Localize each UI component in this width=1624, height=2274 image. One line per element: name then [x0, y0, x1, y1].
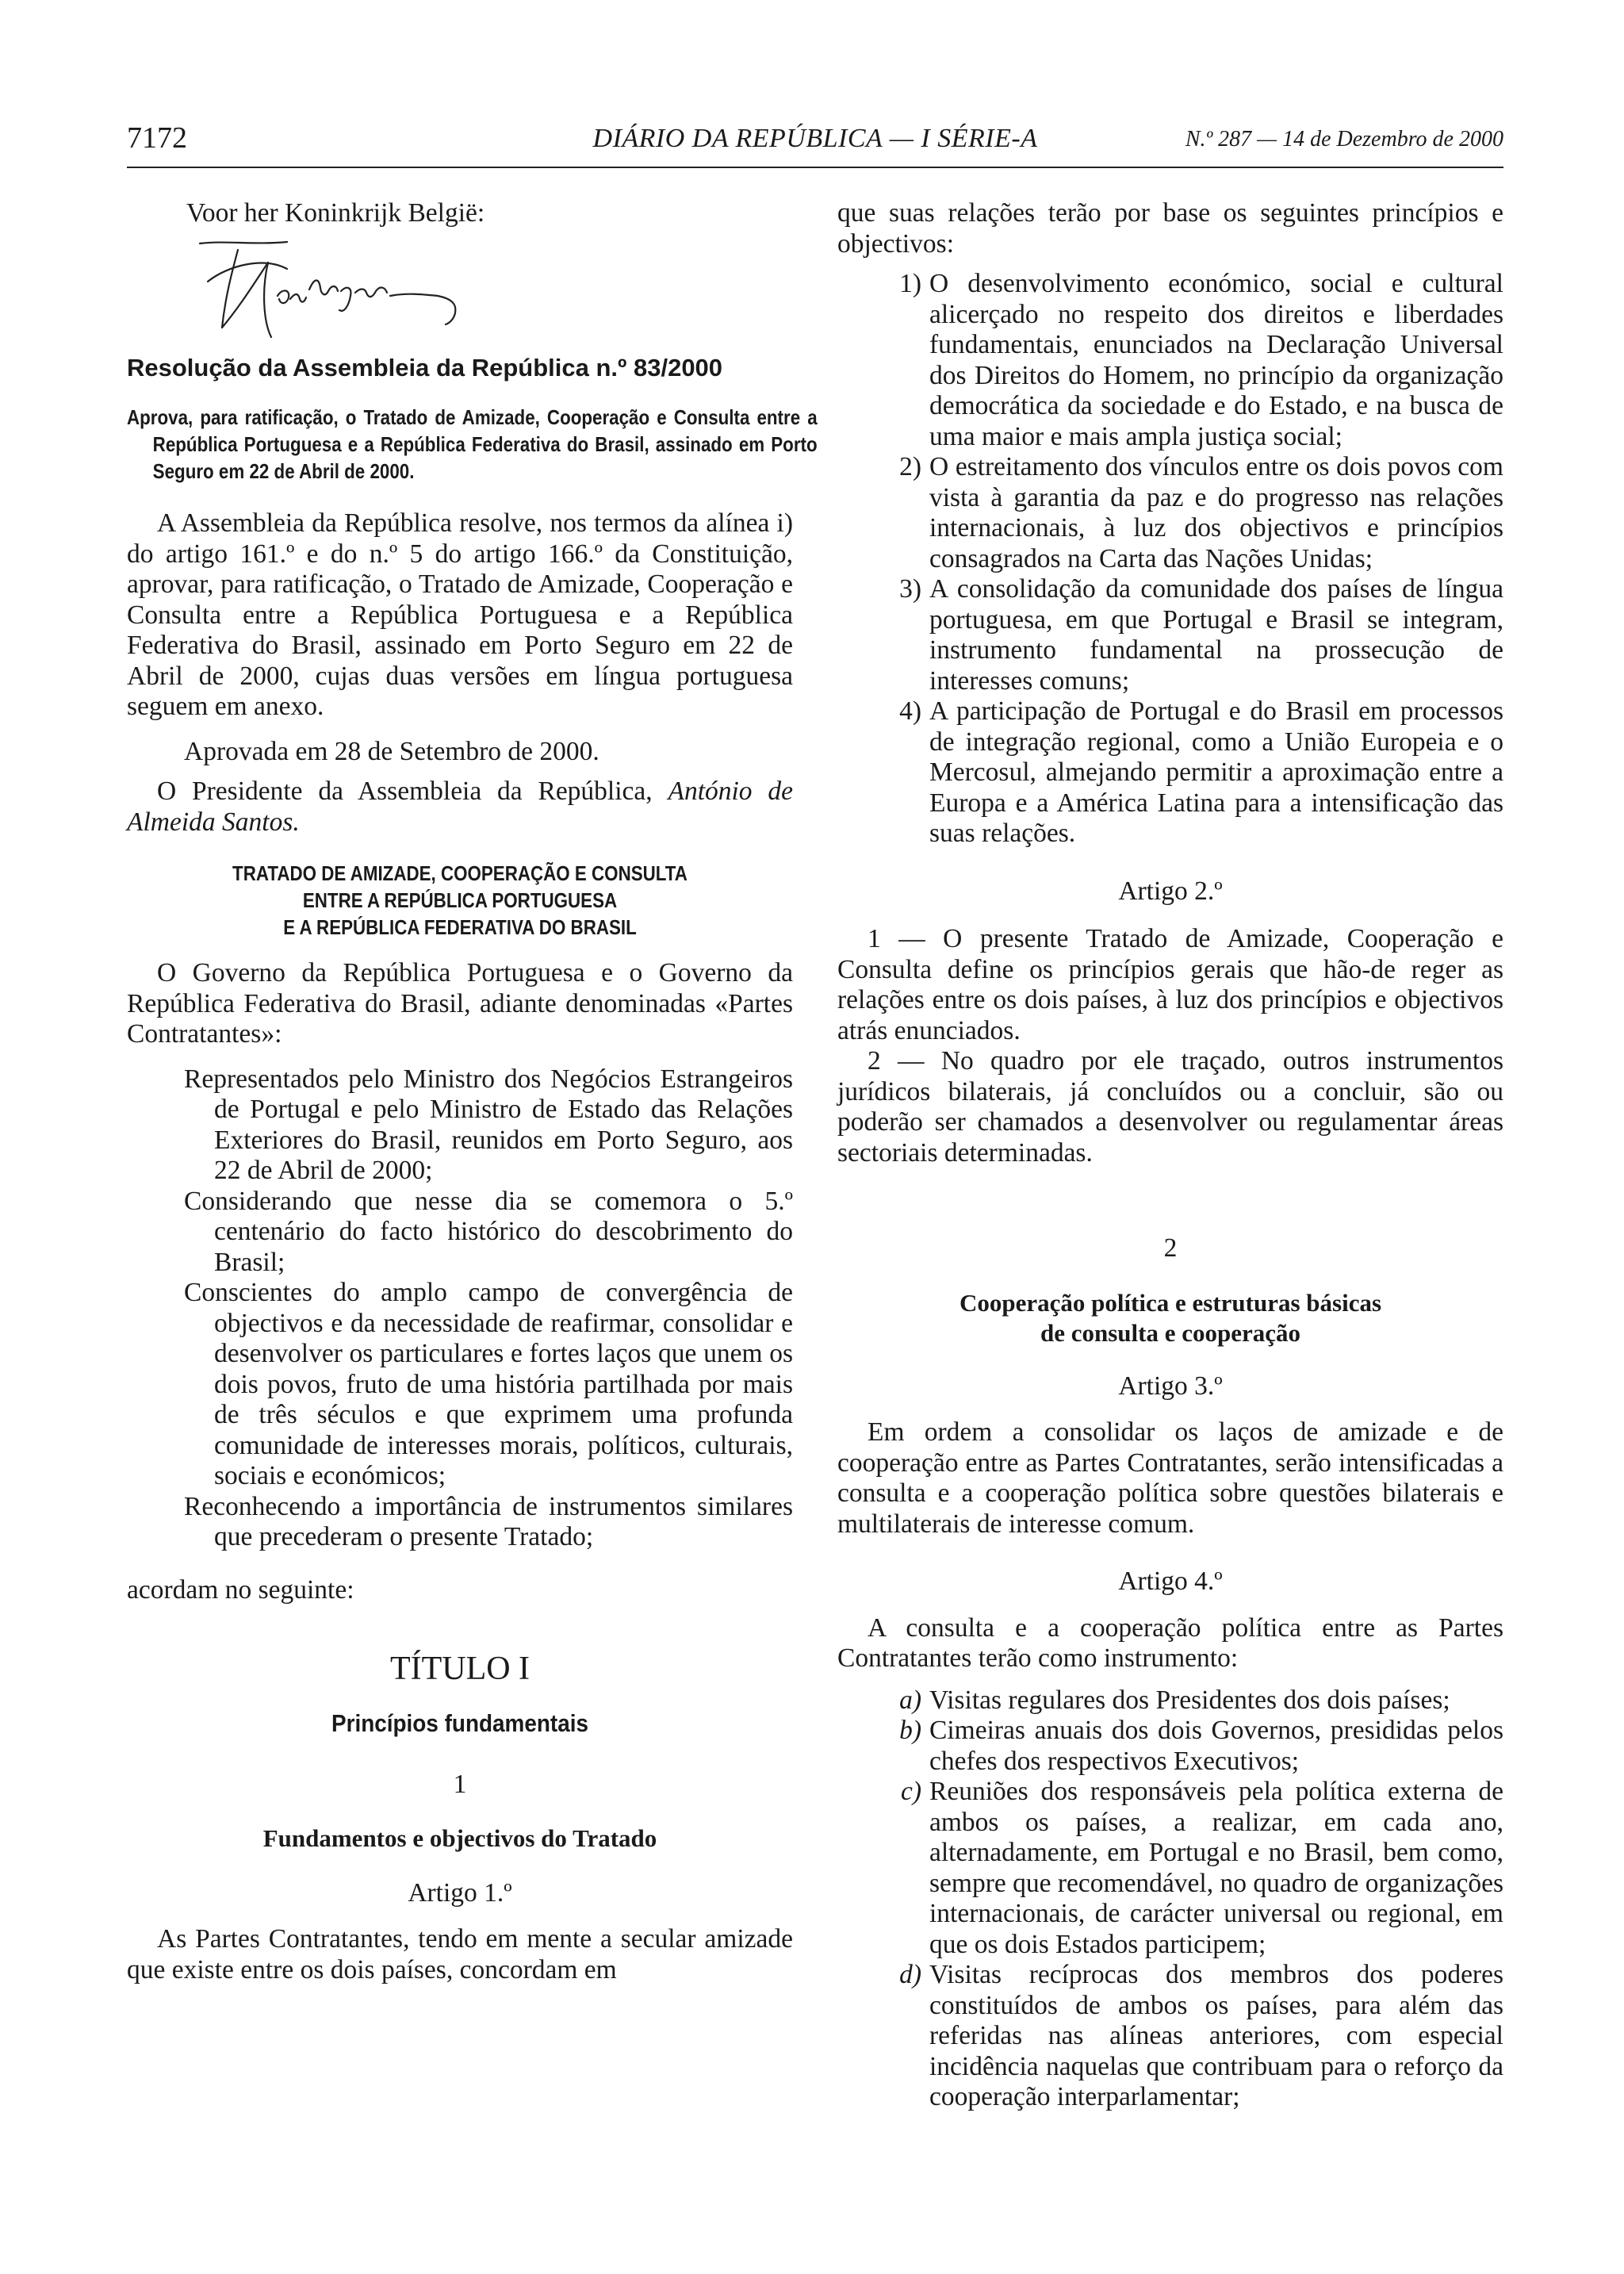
article-4-items: [837, 1685, 1503, 2113]
resolution-summary: Aprova, para ratificação, o Tratado de Amizade, Cooperação e Consulta entre a República Portuguesa e a República Federativa do Brasil, assinado em Porto Seguro em 22 de Abril de 2000.: [127, 405, 818, 483]
title-heading: TÍTULO I: [389, 1651, 530, 1687]
article-4-heading: Artigo 4.º: [1118, 1566, 1223, 1596]
president-prefix: O Presidente da Assembleia da República,: [157, 777, 668, 806]
consideration-item: Considerando que nesse dia se comemora o 5.º centenário do facto histórico do descobrimento do Brasil;: [184, 1186, 793, 1277]
consideration-item: Reconhecendo a importância de instrumentos similares que precederam o presente Tratado;: [184, 1491, 793, 1551]
resolution-body: A Assembleia da República resolve, nos termos da alínea i) do artigo 161.º e do n.º 5 do artigo 166.º da Constituição, aprovar, para ratificação, o Tratado de Amizade, Cooperação e Consulta entre a República Portuguesa e a República Federativa do Brasil, assinado em Porto Seguro em 22 de Abril de 2000, cujas duas versões em língua portuguesa seguem em anexo.: [127, 508, 793, 721]
chapter-number: 1: [453, 1769, 467, 1799]
article-1-continued: que suas relações terão por base os seguintes princípios e objectivos:: [837, 198, 1503, 259]
president-signature: [127, 777, 793, 838]
treaty-title: [127, 860, 793, 941]
treaty-title-line-1: TRATADO DE AMIZADE, COOPERAÇÃO E CONSULTA: [232, 861, 688, 885]
resolution-title: Resolução da Assembleia da República n.º 83/2000: [127, 353, 723, 382]
consideration-item: Conscientes do amplo campo de convergência de objectivos e da necessidade de reafirmar, consolidar e desenvolver os particulares e fortes laços que unem os dois povos, fruto de uma história partilhada por mais de três séculos e que exprimem uma profunda comunidade de interesses morais, políticos, culturais, sociais e económicos;: [184, 1278, 793, 1490]
right-column: [837, 198, 1503, 2113]
page-number: 7172: [127, 121, 187, 155]
preamble: O Governo da República Portuguesa e o Governo da República Federativa do Brasil, adiante denominadas «Partes Contratantes»:: [127, 958, 793, 1049]
chapter-2-title-line-2: de consulta e cooperação: [1040, 1319, 1301, 1347]
page-header: [127, 119, 1503, 168]
article-2-heading: Artigo 2.º: [1118, 876, 1223, 906]
consideration-item: Representados pelo Ministro dos Negócios Estrangeiros de Portugal e pelo Ministro de Estado das Relações Exteriores do Brasil, reunidos em Porto Seguro, aos 22 de Abril de 2000;: [184, 1064, 793, 1185]
chapter-title: Fundamentos e objectivos do Tratado: [262, 1824, 657, 1852]
list-item: c) Reuniões dos responsáveis pela política externa de ambos os países, a realizar, em cada ano, alternadamente, em Portugal e no Brasil, bem como, sempre que recomendável, no quadro de organizações internacionais, de carácter universal ou regional, em que os dois Estados participem;: [900, 1777, 1503, 1959]
chapter-2-number: 2: [1163, 1233, 1178, 1263]
chapter-2-title-line-1: Cooperação política e estruturas básicas: [959, 1288, 1382, 1317]
treaty-title-line-3: E A REPÚBLICA FEDERATIVA DO BRASIL: [283, 915, 637, 939]
title-subheading: Princípios fundamentais: [331, 1709, 588, 1737]
article-2-paragraph-1: 1 — O presente Tratado de Amizade, Cooperação e Consulta define os princípios gerais que hão-de reger as relações entre os dois países, à luz dos princípios e objectivos atrás enunciados.: [837, 924, 1503, 1045]
article-1-items: [837, 269, 1503, 849]
left-column: [127, 198, 818, 1985]
list-item: d) Visitas recíprocas dos membros dos poderes constituídos de ambos os países, para além das referidas nas alíneas anteriores, com especial incidência naquelas que contribuam para o reforço da cooperação interparlamentar;: [899, 1960, 1503, 2111]
journal-title: DIÁRIO DA REPÚBLICA — I SÉRIE-A: [592, 124, 1038, 153]
treaty-title-line-2: ENTRE A REPÚBLICA PORTUGUESA: [302, 888, 618, 912]
list-item: 2) O estreitamento dos vínculos entre os dois povos com vista à garantia da paz e do progresso nas relações internacionais, à luz dos objectivos e princípios consagrados na Carta das Nações Unidas;: [899, 452, 1503, 573]
list-item: 3) A consolidação da comunidade dos países de língua portuguesa, em que Portugal e Brasil se integram, instrumento fundamental na prossecução de interesses comuns;: [899, 574, 1503, 696]
list-item: 1) O desenvolvimento económico, social e cultural alicerçado no respeito dos direitos e liberdades fundamentais, enunciados na Declaração Universal dos Direitos do Homem, no princípio da organização democrática da sociedade e do Estado, e na busca de uma maior e mais ampla justiça social;: [899, 269, 1503, 451]
article-3-text: Em ordem a consolidar os laços de amizade e de cooperação entre as Partes Contratantes, serão intensificadas a consulta e a cooperação política sobre questões bilaterais e multilaterais de interesse comum.: [837, 1417, 1503, 1539]
signature-mark: [192, 234, 541, 353]
list-item: a) Visitas regulares dos Presidentes dos dois países;: [899, 1685, 1450, 1715]
president-name: António de Almeida Santos.: [127, 777, 793, 837]
considerations-list: [127, 1064, 793, 1553]
kingdom-line: Voor her Koninkrijk België:: [186, 198, 485, 228]
article-4-intro: A consulta e a cooperação política entre as Partes Contratantes terão como instrumento:: [837, 1613, 1503, 1673]
list-item: 4) A participação de Portugal e do Brasil em processos de integração regional, como a União Europeia e o Mercosul, almejando permitir a aproximação entre a Europa e a América Latina para a intensificação das suas relações.: [899, 696, 1503, 848]
list-item: b) Cimeiras anuais dos dois Governos, presididas pelos chefes dos respectivos Executivos;: [899, 1716, 1503, 1776]
article-3-heading: Artigo 3.º: [1118, 1371, 1223, 1401]
article-1-intro: As Partes Contratantes, tendo em mente a secular amizade que existe entre os dois países, concordam em: [127, 1924, 793, 1984]
agreed-line: acordam no seguinte:: [127, 1574, 354, 1605]
article-2-paragraph-2: 2 — No quadro por ele traçado, outros instrumentos jurídicos bilaterais, já concluídos ou a concluir, são ou poderão ser chamados a desenvolver ou regulamentar áreas sectoriais determinadas.: [837, 1046, 1503, 1168]
issue-date: N.º 287 — 14 de Dezembro de 2000: [1185, 127, 1503, 151]
article-1-heading: Artigo 1.º: [408, 1877, 512, 1908]
approval-date: Aprovada em 28 de Setembro de 2000.: [184, 736, 599, 766]
chapter-2-title: [837, 1288, 1503, 1349]
signature: [127, 229, 793, 348]
